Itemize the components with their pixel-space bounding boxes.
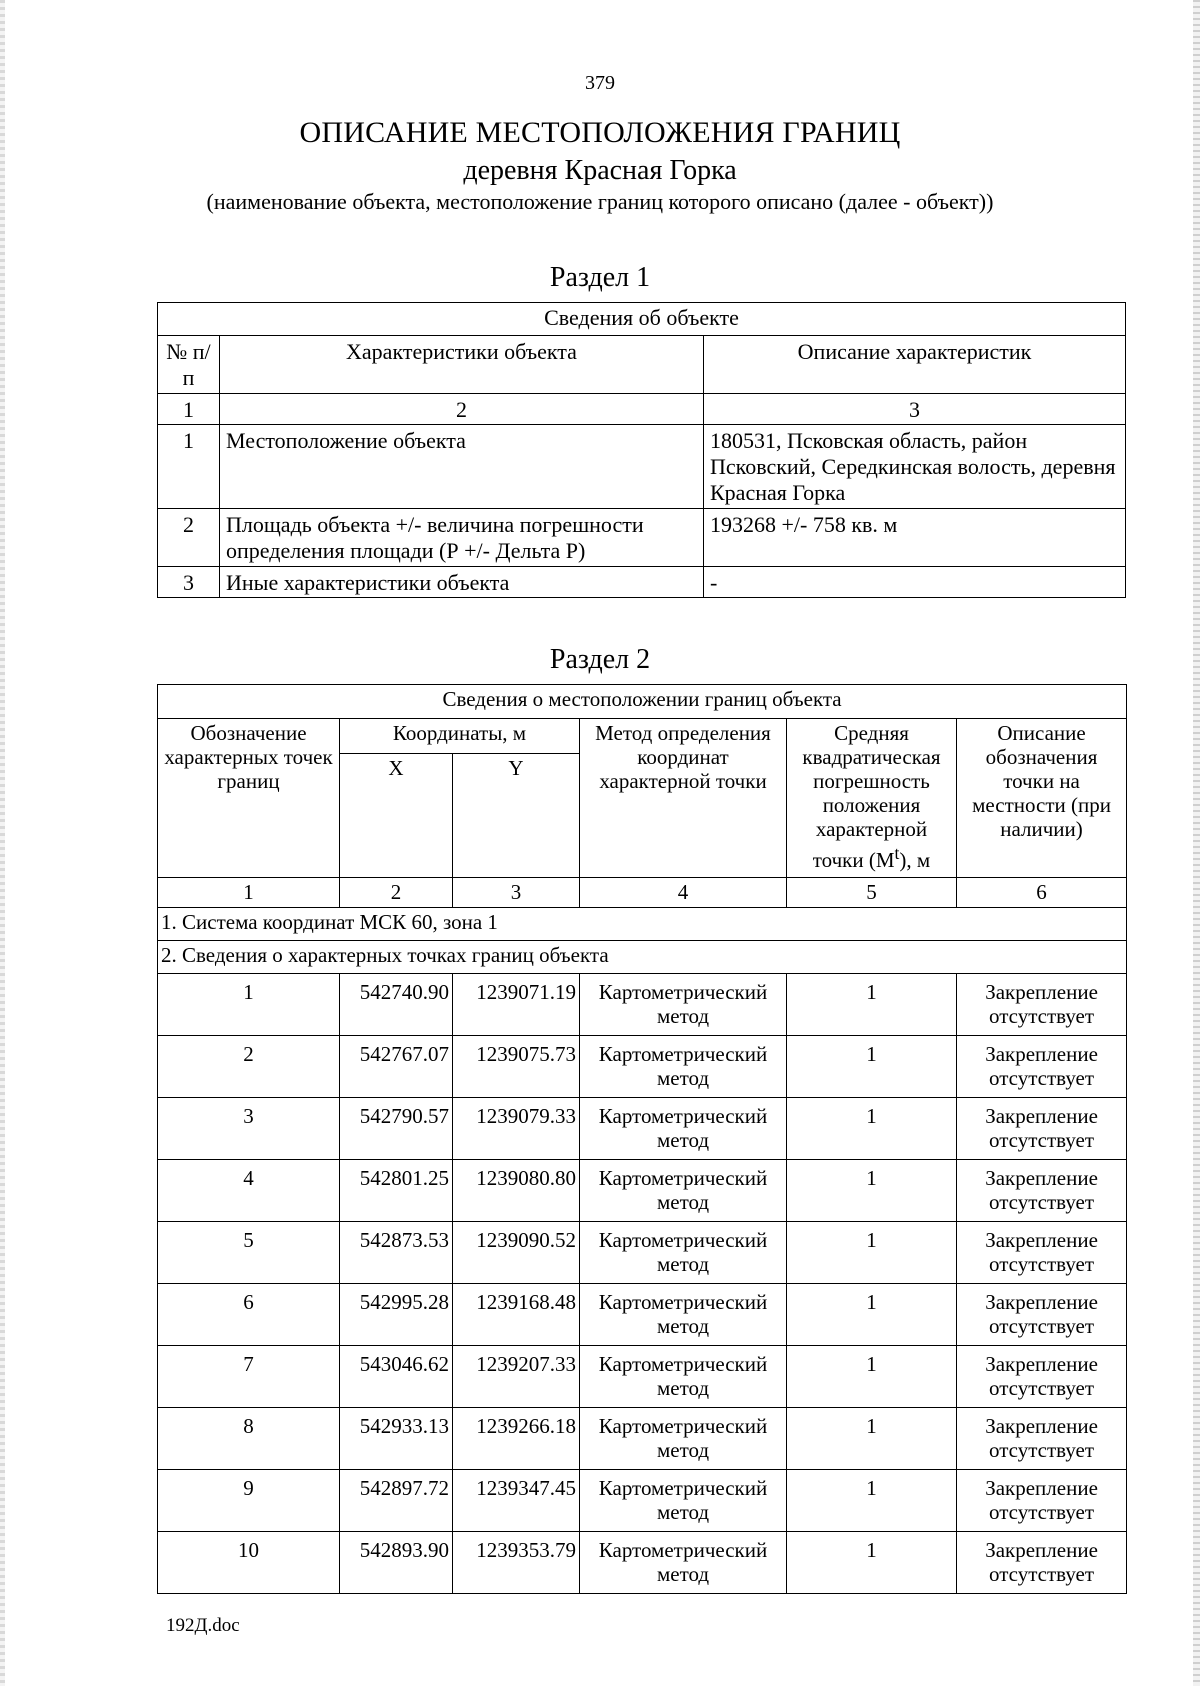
table-row bbox=[158, 1408, 1127, 1470]
point-error: 1 bbox=[787, 1408, 957, 1470]
point-x: 542740.90 bbox=[340, 974, 453, 1036]
footer-filename: 192Д.doc bbox=[166, 1615, 240, 1636]
point-error: 1 bbox=[787, 1036, 957, 1098]
point-y: 1239090.52 bbox=[453, 1222, 580, 1284]
object-name-caption: (наименование объекта, местоположение границ которого описано (далее - объект)) bbox=[206, 189, 994, 214]
column-number: 5 bbox=[787, 878, 957, 908]
header-num: № п/п bbox=[158, 336, 220, 394]
point-x: 542790.57 bbox=[340, 1098, 453, 1160]
point-error: 1 bbox=[787, 1470, 957, 1532]
header-error-tail: ), м bbox=[899, 848, 931, 872]
row-num: 2 bbox=[158, 509, 220, 567]
point-x: 542897.72 bbox=[340, 1470, 453, 1532]
column-number: 6 bbox=[957, 878, 1127, 908]
header-method: Метод определения координат характерной точки bbox=[580, 719, 787, 878]
row-characteristic: Площадь объекта +/- величина погрешности определения площади (Р +/- Дельта Р) bbox=[220, 509, 704, 567]
point-error: 1 bbox=[787, 1098, 957, 1160]
column-number: 4 bbox=[580, 878, 787, 908]
row-characteristic: Местоположение объекта bbox=[220, 425, 704, 509]
header-error-text: Средняя квадратическая погрешность положения характерной точки (М bbox=[802, 721, 941, 872]
table-row bbox=[158, 425, 1126, 509]
table-row bbox=[158, 1036, 1127, 1098]
table-row bbox=[158, 1532, 1127, 1594]
point-x: 542767.07 bbox=[340, 1036, 453, 1098]
boundary-table-caption: Сведения о местоположении границ объекта bbox=[158, 685, 1127, 719]
point-desc: Закрепление отсутствует bbox=[957, 974, 1127, 1036]
column-number: 3 bbox=[704, 394, 1126, 425]
column-number: 2 bbox=[220, 394, 704, 425]
column-number: 1 bbox=[158, 878, 340, 908]
point-number: 1 bbox=[158, 974, 340, 1036]
point-y: 1239075.73 bbox=[453, 1036, 580, 1098]
point-number: 2 bbox=[158, 1036, 340, 1098]
point-method: Картометрический метод bbox=[580, 1160, 787, 1222]
scan-edge-right bbox=[1193, 0, 1200, 1686]
row-description: - bbox=[704, 567, 1126, 598]
row-description: 193268 +/- 758 кв. м bbox=[704, 509, 1126, 567]
section1-heading: Раздел 1 bbox=[549, 262, 651, 293]
row-characteristic: Иные характеристики объекта bbox=[220, 567, 704, 598]
point-y: 1239347.45 bbox=[453, 1470, 580, 1532]
row-description: 180531, Псковская область, район Псковский, Середкинская волость, деревня Красная Горка bbox=[704, 425, 1126, 509]
scan-edge-left bbox=[0, 0, 5, 1686]
table-row bbox=[158, 1346, 1127, 1408]
table-row bbox=[158, 974, 1127, 1036]
point-y: 1239071.19 bbox=[453, 974, 580, 1036]
point-y: 1239353.79 bbox=[453, 1532, 580, 1594]
table-row bbox=[158, 1470, 1127, 1532]
column-number: 2 bbox=[340, 878, 453, 908]
point-y: 1239266.18 bbox=[453, 1408, 580, 1470]
point-method: Картометрический метод bbox=[580, 1036, 787, 1098]
point-error: 1 bbox=[787, 1284, 957, 1346]
point-error: 1 bbox=[787, 974, 957, 1036]
point-error: 1 bbox=[787, 1346, 957, 1408]
header-error-sup: t bbox=[894, 843, 900, 863]
point-desc: Закрепление отсутствует bbox=[957, 1284, 1127, 1346]
section2-heading: Раздел 2 bbox=[549, 644, 651, 675]
object-name: деревня Красная Горка bbox=[463, 155, 737, 186]
page-number: 379 bbox=[585, 72, 615, 94]
point-method: Картометрический метод bbox=[580, 1346, 787, 1408]
boundary-points-table bbox=[157, 684, 1127, 1594]
point-number: 9 bbox=[158, 1470, 340, 1532]
point-x: 542893.90 bbox=[340, 1532, 453, 1594]
point-desc: Закрепление отсутствует bbox=[957, 1222, 1127, 1284]
point-y: 1239168.48 bbox=[453, 1284, 580, 1346]
points-section-row: 2. Сведения о характерных точках границ объекта bbox=[158, 941, 1127, 974]
header-coords: Координаты, м bbox=[340, 719, 580, 754]
point-number: 5 bbox=[158, 1222, 340, 1284]
header-x: X bbox=[340, 754, 453, 878]
row-num: 3 bbox=[158, 567, 220, 598]
point-desc: Закрепление отсутствует bbox=[957, 1160, 1127, 1222]
point-x: 542801.25 bbox=[340, 1160, 453, 1222]
table-row bbox=[158, 1222, 1127, 1284]
point-method: Картометрический метод bbox=[580, 1098, 787, 1160]
header-description: Описание характеристик bbox=[704, 336, 1126, 394]
point-number: 6 bbox=[158, 1284, 340, 1346]
point-error: 1 bbox=[787, 1532, 957, 1594]
point-x: 542995.28 bbox=[340, 1284, 453, 1346]
document-title: ОПИСАНИЕ МЕСТОПОЛОЖЕНИЯ ГРАНИЦ bbox=[299, 116, 901, 149]
point-x: 542873.53 bbox=[340, 1222, 453, 1284]
point-number: 4 bbox=[158, 1160, 340, 1222]
table-row bbox=[158, 1160, 1127, 1222]
point-x: 543046.62 bbox=[340, 1346, 453, 1408]
coordinate-system-row: 1. Система координат МСК 60, зона 1 bbox=[158, 908, 1127, 941]
point-desc: Закрепление отсутствует bbox=[957, 1346, 1127, 1408]
point-x: 542933.13 bbox=[340, 1408, 453, 1470]
point-error: 1 bbox=[787, 1160, 957, 1222]
table-row bbox=[158, 1284, 1127, 1346]
point-desc: Закрепление отсутствует bbox=[957, 1532, 1127, 1594]
point-method: Картометрический метод bbox=[580, 974, 787, 1036]
column-number: 1 bbox=[158, 394, 220, 425]
point-desc: Закрепление отсутствует bbox=[957, 1098, 1127, 1160]
point-error: 1 bbox=[787, 1222, 957, 1284]
point-number: 10 bbox=[158, 1532, 340, 1594]
header-characteristic: Характеристики объекта bbox=[220, 336, 704, 394]
point-number: 3 bbox=[158, 1098, 340, 1160]
header-error bbox=[787, 719, 957, 878]
point-y: 1239207.33 bbox=[453, 1346, 580, 1408]
point-desc: Закрепление отсутствует bbox=[957, 1408, 1127, 1470]
object-info-table bbox=[157, 302, 1126, 598]
point-desc: Закрепление отсутствует bbox=[957, 1470, 1127, 1532]
header-point: Обозначение характерных точек границ bbox=[158, 719, 340, 878]
point-y: 1239079.33 bbox=[453, 1098, 580, 1160]
point-method: Картометрический метод bbox=[580, 1222, 787, 1284]
header-y: Y bbox=[453, 754, 580, 878]
point-number: 8 bbox=[158, 1408, 340, 1470]
column-number: 3 bbox=[453, 878, 580, 908]
point-method: Картометрический метод bbox=[580, 1470, 787, 1532]
point-method: Картометрический метод bbox=[580, 1284, 787, 1346]
object-info-caption: Сведения об объекте bbox=[158, 303, 1126, 336]
point-method: Картометрический метод bbox=[580, 1532, 787, 1594]
point-number: 7 bbox=[158, 1346, 340, 1408]
table-row bbox=[158, 567, 1126, 598]
point-y: 1239080.80 bbox=[453, 1160, 580, 1222]
point-desc: Закрепление отсутствует bbox=[957, 1036, 1127, 1098]
row-num: 1 bbox=[158, 425, 220, 509]
table-row bbox=[158, 509, 1126, 567]
header-desc: Описание обозначения точки на местности (при наличии) bbox=[957, 719, 1127, 878]
table-row bbox=[158, 1098, 1127, 1160]
point-method: Картометрический метод bbox=[580, 1408, 787, 1470]
